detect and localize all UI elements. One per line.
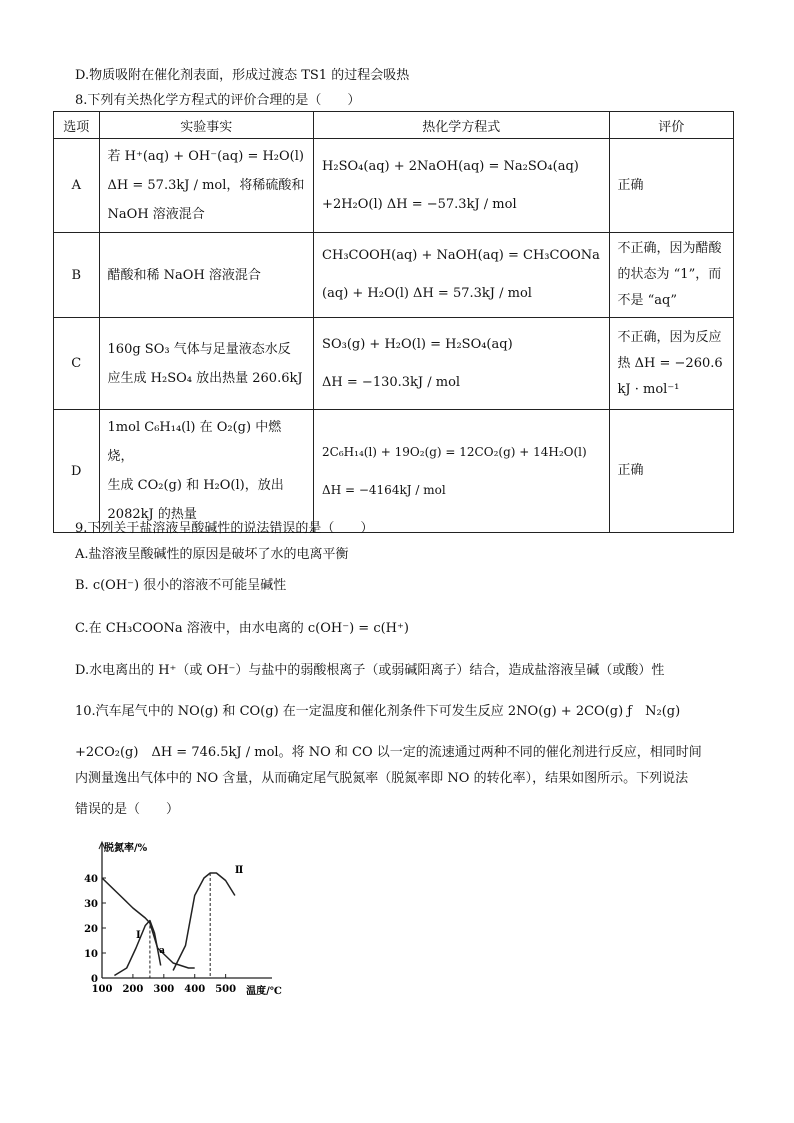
- y-tick-label: 30: [84, 899, 98, 910]
- fact-line: ΔH = 57.3kJ / mol，将稀硫酸和: [107, 178, 305, 193]
- q9-option-a: A.盐溶液呈酸碱性的原因是破坏了水的电离平衡: [75, 547, 349, 562]
- eq-line: 2C₆H₁₄(l) + 19O₂(g) = 12CO₂(g) + 14H₂O(l): [322, 445, 587, 459]
- row-equation: [314, 410, 609, 533]
- q9-stem: 9.下列关于盐溶液呈酸碱性的说法错误的是（ ）: [75, 521, 374, 536]
- review-line: 不正确，因为反应: [617, 329, 722, 345]
- fact-line: 若 H⁺(aq) + OH⁻(aq) = H₂O(l): [107, 149, 304, 164]
- row-option: A: [54, 139, 100, 233]
- table-row: [54, 233, 734, 318]
- series-line-1: [173, 873, 235, 971]
- eq-line: ΔH = −4164kJ / mol: [322, 483, 446, 497]
- table-row: [54, 139, 734, 233]
- table-row: [54, 410, 734, 533]
- q10-line-3: 内测量逸出气体中的 NO 含量，从而确定尾气脱氮率（脱氮率即 NO 的转化率），结果如图所示。下列说法: [75, 771, 689, 786]
- fact-line: 1mol C₆H₁₄(l) 在 O₂(g) 中燃烧，: [107, 420, 282, 464]
- y-tick-label: 20: [84, 924, 98, 935]
- header-fact: 实验事实: [99, 112, 314, 139]
- header-equation: 热化学方程式: [314, 112, 609, 139]
- q9-option-d: D.水电离出的 H⁺（或 OH⁻）与盐中的弱酸根离子（或弱碱阳离子）结合，造成盐溶液呈碱（或酸）性: [75, 663, 665, 678]
- series-label-1: Ⅰ: [136, 930, 141, 941]
- x-axis-label: 温度/℃: [246, 986, 282, 997]
- eq-line: CH₃COOH(aq) + NaOH(aq) = CH₃COONa: [322, 248, 600, 263]
- q10-line-4: 错误的是（ ）: [75, 802, 180, 817]
- row-fact: [99, 318, 314, 410]
- fact-line: NaOH 溶液混合: [107, 207, 205, 222]
- denitrification-chart: [75, 828, 285, 1003]
- table-row: [54, 318, 734, 410]
- row-option: B: [54, 233, 100, 318]
- q8-stem: 8.下列有关热化学方程式的评价合理的是（ ）: [75, 93, 361, 108]
- review-line: 正确: [617, 177, 644, 193]
- row-option: D: [54, 410, 100, 533]
- row-review: [609, 139, 733, 233]
- y-tick-label: 0: [91, 974, 98, 985]
- row-equation: [314, 318, 609, 410]
- table-header-row: [54, 112, 734, 139]
- row-fact: [99, 139, 314, 233]
- y-axis-label: 脱氮率/%: [104, 843, 148, 854]
- header-review: 评价: [609, 112, 733, 139]
- review-line: 不正确，因为醋酸: [617, 241, 722, 256]
- fact-line: 2082kJ 的热量: [107, 507, 197, 522]
- chart-labels: [104, 841, 282, 997]
- eq-line: ΔH = −130.3kJ / mol: [322, 374, 461, 390]
- row-equation: [314, 139, 609, 233]
- row-fact: [99, 233, 314, 318]
- series-line-0: [114, 921, 160, 976]
- eq-line: H₂SO₄(aq) + 2NaOH(aq) = Na₂SO₄(aq): [322, 158, 579, 174]
- chart-ticks: [84, 874, 236, 995]
- eq-line: (aq) + H₂O(l) ΔH = 57.3kJ / mol: [322, 286, 532, 301]
- x-tick-label: 200: [122, 984, 144, 995]
- q8-table: [53, 111, 734, 533]
- chart-axes: [99, 842, 272, 978]
- row-review: [609, 410, 733, 533]
- x-tick-label: 400: [184, 984, 206, 995]
- q10-line-2: +2CO₂(g) ΔH = 746.5kJ / mol。将 NO 和 CO 以一定的流速通过两种不同的催化剂进行反应，相同时间: [75, 745, 702, 760]
- fact-line: 应生成 H₂SO₄ 放出热量 260.6kJ: [107, 370, 303, 386]
- review-line: 不是 “aq”: [617, 293, 678, 308]
- series-label-2: Ⅱ: [234, 865, 244, 876]
- point-label-a: a: [159, 946, 166, 956]
- review-line: 的状态为 “1”，而: [617, 267, 722, 282]
- review-line: 正确: [617, 463, 644, 478]
- q9-option-b: B. c(OH⁻) 很小的溶液不可能呈碱性: [75, 578, 287, 593]
- x-tick-label: 100: [91, 984, 113, 995]
- review-line: 热 ΔH = −260.6: [617, 355, 723, 371]
- y-tick-label: 40: [84, 874, 98, 885]
- y-tick-label: 10: [84, 949, 98, 960]
- prev-option-d: D.物质吸附在催化剂表面，形成过渡态 TS1 的过程会吸热: [75, 68, 410, 83]
- q10-line-1: 10.汽车尾气中的 NO(g) 和 CO(g) 在一定温度和催化剂条件下可发生反应 2NO(g) + 2CO(g) ƒ N₂(g): [75, 704, 681, 719]
- chart-series: [102, 873, 235, 978]
- review-line: kJ · mol⁻¹: [617, 381, 680, 397]
- header-option: 选项: [54, 112, 100, 139]
- row-review: [609, 233, 733, 318]
- row-equation: [314, 233, 609, 318]
- fact-line: 生成 CO₂(g) 和 H₂O(l)，放出: [107, 478, 284, 493]
- x-tick-label: 300: [153, 984, 175, 995]
- row-fact: [99, 410, 314, 533]
- eq-line: SO₃(g) + H₂O(l) = H₂SO₄(aq): [322, 336, 513, 352]
- fact-line: 醋酸和稀 NaOH 溶液混合: [107, 267, 261, 283]
- eq-line: +2H₂O(l) ΔH = −57.3kJ / mol: [322, 196, 517, 212]
- q9-option-c: C.在 CH₃COONa 溶液中，由水电离的 c(OH⁻) = c(H⁺): [75, 621, 409, 636]
- row-option: C: [54, 318, 100, 410]
- fact-line: 160g SO₃ 气体与足量液态水反: [107, 341, 291, 357]
- row-review: [609, 318, 733, 410]
- x-tick-label: 500: [215, 984, 237, 995]
